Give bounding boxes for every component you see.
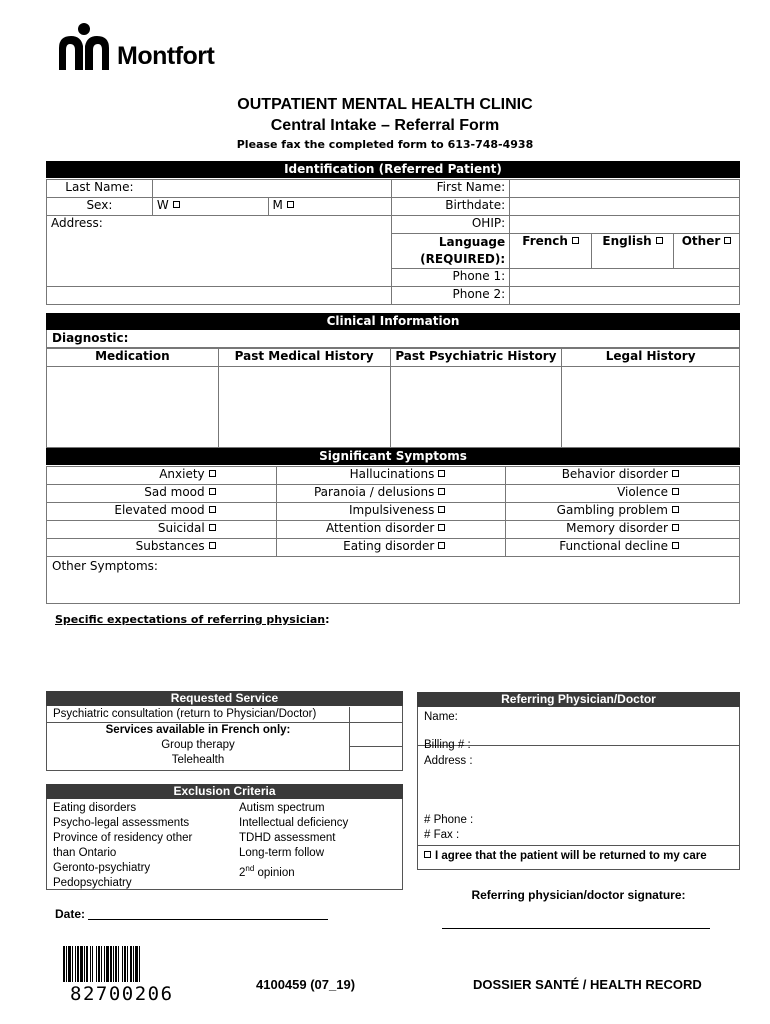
symptom-middle-label: Hallucinations [349, 467, 435, 481]
checkbox-icon[interactable] [209, 470, 216, 477]
barcode-number: 82700206 [70, 983, 174, 1005]
checkbox-icon[interactable] [438, 524, 445, 531]
telehealth-label: Telehealth [171, 754, 225, 766]
checkbox-icon[interactable] [672, 488, 679, 495]
diagnostic-label: Diagnostic: [52, 331, 129, 345]
psychiatric-history-field[interactable] [390, 367, 562, 448]
barcode-icon [63, 946, 195, 982]
symptom-right-cell[interactable] [506, 467, 740, 485]
address-field[interactable] [47, 216, 392, 287]
legal-history-field[interactable] [562, 367, 740, 448]
physician-fax-label: # Fax : [424, 829, 460, 841]
sex-m-label: M [272, 198, 283, 212]
logo-mark-icon [55, 20, 113, 72]
psych-consult-check[interactable] [349, 707, 403, 723]
symptom-left-cell[interactable] [47, 503, 277, 521]
birthdate-label: Birthdate: [392, 198, 510, 216]
symptom-left-cell[interactable] [47, 467, 277, 485]
checkbox-icon[interactable] [209, 488, 216, 495]
identification-table [46, 179, 740, 305]
french-only-label: Services available in French only: [105, 724, 291, 736]
psych-consult-label: Psychiatric consultation (return to Physician/Doctor) [47, 707, 349, 723]
expectations-text: Specific expectations of referring physician [55, 613, 326, 626]
symptom-right-cell[interactable] [506, 485, 740, 503]
phone2-label: Phone 2: [392, 287, 510, 305]
signature-label: Referring physician/doctor signature: [471, 888, 686, 902]
requested-service-box [46, 691, 403, 771]
logo-text: Montfort [117, 42, 215, 70]
checkbox-icon[interactable] [672, 506, 679, 513]
checkbox-icon[interactable] [209, 506, 216, 513]
phone1-field[interactable] [510, 269, 740, 287]
other-symptoms-label: Other Symptoms: [52, 559, 158, 573]
medical-history-header: Past Medical History [218, 349, 390, 367]
symptom-left-cell[interactable] [47, 521, 277, 539]
ordinal-suffix: nd [245, 864, 255, 873]
physician-box [417, 692, 740, 870]
physician-phone-field[interactable] [418, 814, 479, 826]
symptom-right-label: Functional decline [559, 539, 668, 553]
symptom-middle-label: Paranoia / delusions [313, 485, 435, 499]
exclusion-left-list [53, 801, 192, 891]
exclusion-item: Eating disorders [53, 802, 137, 814]
checkbox-icon[interactable] [656, 237, 663, 244]
agree-label: I agree that the patient will be returned to my care [435, 850, 707, 862]
address-label: Address: [51, 216, 103, 230]
phone1-label: Phone 1: [392, 269, 510, 287]
english-label: English [602, 234, 652, 248]
checkbox-icon[interactable] [438, 506, 445, 513]
french-label: French [522, 234, 568, 248]
group-therapy-label: Group therapy [161, 739, 235, 751]
language-text: Language [438, 235, 506, 249]
checkbox-icon[interactable] [438, 488, 445, 495]
last-name-field[interactable] [152, 180, 391, 198]
exclusion-item [239, 861, 348, 881]
phone2-field[interactable] [510, 287, 740, 305]
symptom-right-cell[interactable] [506, 539, 740, 557]
sex-label: Sex: [47, 198, 153, 216]
telehealth-check[interactable] [349, 747, 403, 771]
exclusion-item: Intellectual deficiency [239, 817, 349, 829]
physician-bar: Referring Physician/Doctor [417, 692, 740, 707]
other-symptoms-field[interactable] [46, 556, 740, 604]
group-therapy-check[interactable] [349, 723, 403, 747]
symptom-middle-label: Eating disorder [343, 539, 435, 553]
symptom-middle-cell[interactable] [276, 503, 506, 521]
legal-history-header: Legal History [562, 349, 740, 367]
exclusion-bar: Exclusion Criteria [46, 784, 403, 799]
fax-note: Please fax the completed form to 613-748-4938 [236, 138, 534, 151]
checkbox-icon[interactable] [672, 524, 679, 531]
symptom-left-cell[interactable] [47, 539, 277, 557]
symptom-middle-label: Attention disorder [325, 521, 435, 535]
exclusion-item: Long-term follow [239, 847, 325, 859]
identification-bar: Identification (Referred Patient) [46, 161, 740, 178]
symptom-middle-cell[interactable] [276, 467, 506, 485]
sex-w-label: W [156, 198, 169, 212]
clinical-bar: Clinical Information [46, 313, 740, 330]
physician-address-label: Address : [424, 755, 473, 767]
birthdate-field[interactable] [510, 198, 740, 216]
requested-service-bar: Requested Service [46, 691, 403, 706]
other-label: Other [681, 234, 721, 248]
required-text: (REQUIRED): [420, 252, 506, 266]
language-label [392, 234, 510, 269]
date-field[interactable]: Date: [55, 907, 328, 921]
checkbox-icon[interactable] [572, 237, 579, 244]
exclusion-right-list [239, 801, 348, 881]
montfort-logo [55, 20, 215, 72]
ordinal-number: 2 [239, 866, 246, 879]
symptom-left-label: Substances [135, 539, 205, 553]
language-french[interactable] [510, 234, 592, 269]
symptom-left-label: Anxiety [159, 467, 205, 481]
billing-field[interactable] [418, 739, 739, 751]
symptoms-bar: Significant Symptoms [46, 448, 740, 465]
exclusion-item: Geronto-psychiatry [53, 862, 151, 874]
symptom-left-cell[interactable] [47, 485, 277, 503]
checkbox-icon[interactable] [173, 201, 180, 208]
ohip-field[interactable] [510, 216, 740, 234]
exclusion-item: Province of residency other [53, 832, 193, 844]
checkbox-icon[interactable] [672, 542, 679, 549]
symptom-right-cell[interactable] [506, 503, 740, 521]
medication-field[interactable] [47, 367, 219, 448]
language-other[interactable] [674, 234, 740, 269]
physician-phone-label: # Phone : [424, 814, 474, 826]
exclusion-box [46, 784, 403, 890]
exclusion-item: Psycho-legal assessments [53, 817, 190, 829]
sex-w-option[interactable] [152, 198, 268, 216]
symptom-left-label: Elevated mood [114, 503, 205, 517]
exclusion-item: TDHD assessment [239, 832, 336, 844]
address-extra-field[interactable] [47, 287, 392, 305]
expectations-field[interactable] [46, 630, 740, 682]
symptom-right-label: Memory disorder [566, 521, 668, 535]
symptom-left-label: Suicidal [157, 521, 205, 535]
symptoms-table [46, 466, 740, 557]
clinical-table [46, 348, 740, 448]
symptom-left-label: Sad mood [144, 485, 205, 499]
exclusion-item: than Ontario [53, 847, 117, 859]
symptom-middle-cell[interactable] [276, 539, 506, 557]
expectations-label: Specific expectations of referring physician: [55, 613, 330, 626]
physician-fax-field[interactable] [418, 829, 465, 841]
first-name-label: First Name: [392, 180, 510, 198]
physician-name-label: Name: [424, 711, 458, 723]
ohip-label: OHIP: [392, 216, 510, 234]
symptom-right-cell[interactable] [506, 521, 740, 539]
page-subtitle: Central Intake – Referral Form [270, 117, 500, 134]
symptom-right-label: Behavior disorder [561, 467, 668, 481]
exclusion-item-text: opinion [257, 866, 295, 879]
checkbox-icon[interactable] [287, 201, 294, 208]
last-name-label: Last Name: [47, 180, 153, 198]
form-code: 4100459 (07_19) [256, 977, 356, 992]
sex-m-option[interactable] [268, 198, 392, 216]
language-english[interactable] [592, 234, 674, 269]
checkbox-icon[interactable] [438, 542, 445, 549]
symptom-middle-label: Impulsiveness [349, 503, 435, 517]
checkbox-icon[interactable] [209, 524, 216, 531]
agree-checkbox-row[interactable] [418, 845, 739, 866]
checkbox-icon[interactable] [724, 237, 731, 244]
checkbox-icon[interactable] [424, 851, 431, 858]
checkbox-icon[interactable] [672, 470, 679, 477]
exclusion-item: Pedopsychiatry [53, 877, 132, 889]
symptom-right-label: Gambling problem [556, 503, 668, 517]
checkbox-icon[interactable] [438, 470, 445, 477]
checkbox-icon[interactable] [209, 542, 216, 549]
date-label: Date [55, 907, 82, 921]
symptom-right-label: Violence [617, 485, 668, 499]
symptom-middle-cell[interactable] [276, 485, 506, 503]
exclusion-item: Autism spectrum [239, 802, 325, 814]
signature-line[interactable] [442, 928, 710, 929]
medical-history-field[interactable] [218, 367, 390, 448]
diagnostic-field[interactable] [46, 330, 740, 348]
psychiatric-history-header: Past Psychiatric History [390, 349, 562, 367]
page-title: OUTPATIENT MENTAL HEALTH CLINIC [237, 96, 533, 113]
billing-label: Billing # : [424, 739, 471, 751]
first-name-field[interactable] [510, 180, 740, 198]
dossier-label: DOSSIER SANTÉ / HEALTH RECORD [473, 977, 702, 992]
symptom-middle-cell[interactable] [276, 521, 506, 539]
medication-header: Medication [47, 349, 219, 367]
